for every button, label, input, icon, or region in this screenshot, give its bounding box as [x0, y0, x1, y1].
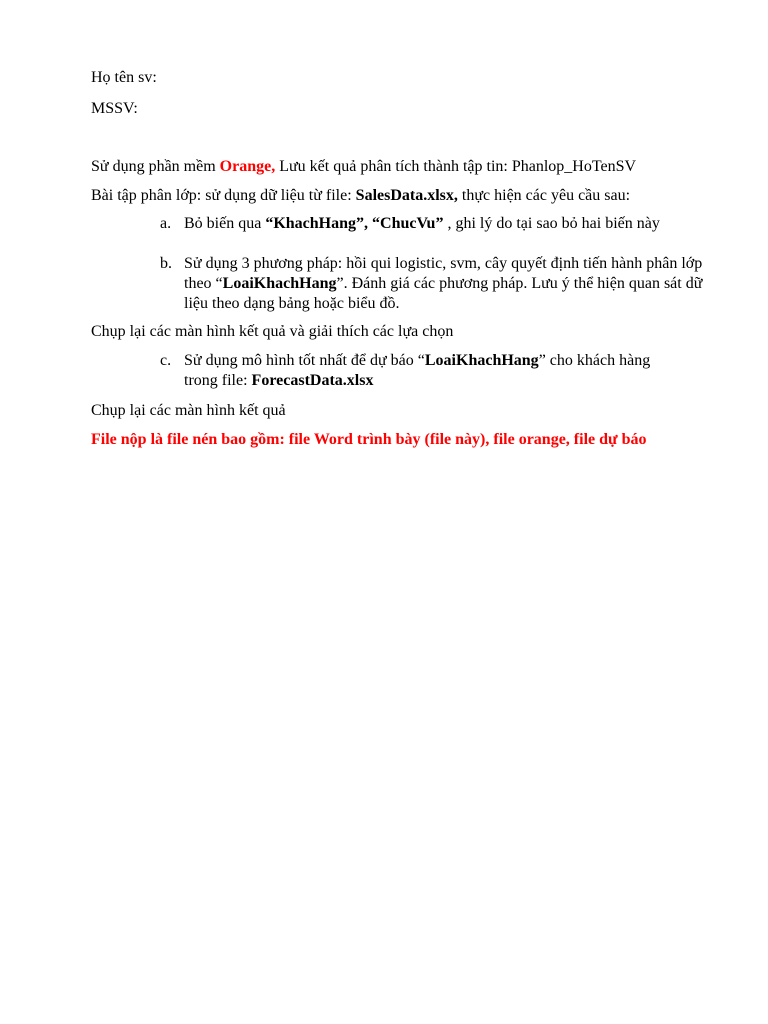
- item-c-text-1: Sử dụng mô hình tốt nhất để dự báo “: [184, 352, 425, 369]
- list-item-b-body: [184, 254, 720, 314]
- note-1-text: Chụp lại các màn hình kết quả và giải thích các lựa chọn: [91, 323, 454, 340]
- student-name-label: [91, 68, 157, 88]
- forecast-data-file: ForecastData.xlsx: [251, 372, 374, 389]
- intro-text-2: Lưu kết quả phân tích thành tập tin: Phanlop_HoTenSV: [275, 158, 637, 175]
- forecast-target-variable: LoaiKhachHang: [424, 352, 539, 369]
- list-marker-c: c.: [160, 352, 172, 369]
- list-marker-a: a.: [160, 215, 172, 232]
- sales-data-file: SalesData.xlsx,: [355, 187, 458, 204]
- item-a-text-1: Bỏ biến qua: [184, 215, 266, 232]
- list-marker-b: b.: [160, 255, 172, 272]
- list-item-a: [160, 214, 720, 234]
- intro-text-1: Sử dụng phần mềm: [91, 158, 220, 175]
- dropped-variables: “KhachHang”, “ChucVu”: [265, 215, 444, 232]
- submission-instructions: [91, 430, 647, 450]
- exercise-text-2: thực hiện các yêu cầu sau:: [457, 187, 631, 204]
- list-item-a-body: [184, 214, 720, 234]
- intro-paragraph: [91, 157, 636, 177]
- student-id-label: [91, 99, 138, 119]
- software-name: Orange,: [219, 158, 276, 175]
- item-b-text-1: Sử dụng 3 phương pháp: hồi qui logistic, svm, cây quyết định tiến hành phân lớp theo “: [184, 255, 703, 292]
- list-item-b: [160, 254, 720, 314]
- note-screenshots-explain: [91, 322, 453, 342]
- student-name-text: Họ tên sv:: [91, 69, 157, 86]
- item-c-text-2: ” cho khách hàng trong file:: [184, 352, 651, 389]
- list-item-c: [160, 351, 720, 391]
- item-a-text-2: , ghi lý do tại sao bỏ hai biến này: [443, 215, 660, 232]
- exercise-text-1: Bài tập phân lớp: sử dụng dữ liệu từ file:: [91, 187, 356, 204]
- target-variable: LoaiKhachHang: [222, 275, 337, 292]
- item-b-text-2: ”. Đánh giá các phương pháp. Lưu ý thể hiện quan sát dữ liệu theo dạng bảng hoặc biểu đồ.: [184, 275, 703, 312]
- note-screenshots: [91, 401, 286, 421]
- student-id-text: MSSV:: [91, 100, 138, 117]
- note-2-text: Chụp lại các màn hình kết quả: [91, 402, 286, 419]
- exercise-paragraph: [91, 186, 630, 206]
- submission-text: File nộp là file nén bao gồm: file Word trình bày (file này), file orange, file dự báo: [91, 431, 647, 448]
- list-item-c-body: [184, 351, 684, 391]
